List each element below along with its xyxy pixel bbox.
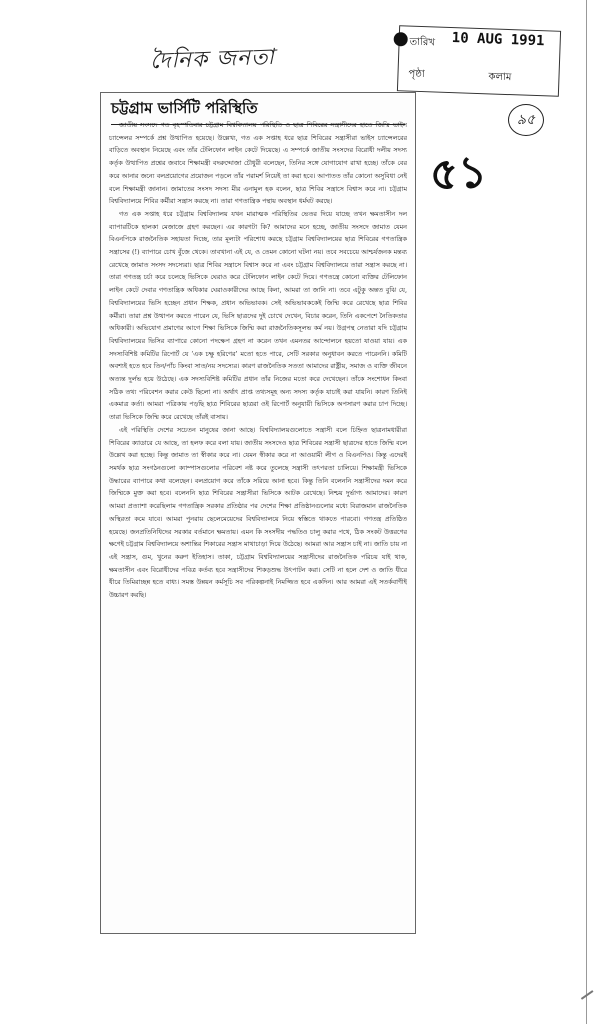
corner-mark: [581, 990, 593, 999]
handwritten-number: ৫১: [428, 146, 489, 201]
date-stamp: [397, 25, 561, 97]
article-paragraph: এই পরিস্থিতি দেশের সচেতন মানুষের জানা আছে। বিশ্ববিদ্যালয়গুলোতে সন্ত্রাসী বলে চিহ্নিত ছাত্রনামধারীরা শিবিরের ক্যাডারে যে আছে, তা হলফ করে বলা যায়। জাতীয় সংসদেও ছাত্র শিবিরের সন্ত্রাসী ছাত্রদের হাতে জিম্মি বলে উল্লেখ করা হচ্ছে। কিন্তু জামাত তা স্বীকার করে না। যেমন স্বীকার করে না আওয়ামী লীগ ও বিএনপিও। কিন্তু এদেরই সমর্থক ছাত্র সংগঠনগুলো ক্যাম্পাসগুলোর পরিবেশ নষ্ট করে তুলেছে সন্ত্রাসী তৎপরতা চালিয়ে। শিক্ষামন্ত্রী ভিসিকে উদ্ধারের ব্যাপারে কথা বলেছেন। বলপ্রয়োগ করে তাঁকে সরিয়ে আনা হবে। কিন্তু তিনি বলেননি সন্ত্রাসীদের দমন করে জিম্মিকে মুক্ত করা হবে। বলেননি ছাত্র শিবিরের সন্ত্রাসীরা ভিসিকে আটক রেখেছে। নিশ্চয় দুর্ভাগ্য আমাদের। কারণ আমরা প্রত্যাশা করেছিলাম গণতান্ত্রিক সরকার প্রতিষ্ঠার পর দেশের শিক্ষা প্রতিষ্ঠানগুলোর মধ্যে বিরাজমান রাজনৈতিক অস্থিরতা কমে যাবে। আমরা পুনরায় ছেলেমেয়েদের বিশ্ববিদ্যালয়ে নিয়ে স্বস্তিতে থাকতে পারবো। গণতন্ত্র প্রতিষ্ঠিত হয়েছে। জনপ্রতিনিধিদের সরকার বর্তমানে ক্ষমতায়। এমন কি সংসদীয় পদ্ধতিও চালু করার পথে, ঠিক সংকট উত্তরণের ক্ষণেই চট্টগ্রাম বিশ্ববিদ্যালয়ে অশান্তির শিকারের সন্ত্রাস মাথাচাড়া দিয়ে উঠেছে। আমরা আর সন্ত্রাস চাই না। জাতি চায় না এই সন্ত্রাস, গুম, খুনের করুণ ইতিহাস। তাকা, চট্টগ্রাম বিশ্ববিদ্যালয়ের সন্ত্রাসীদের রাজনৈতিক পরিচয় যাই থাক, ক্ষমতাসীন এবং বিরোধীদের পবিত্র কর্তব্য হবে সন্ত্রাসীদের শিকড়শুদ্ধ উৎপাটন করা। সেটি না হলে দেশ ও জাতি ধীরে ধীরে তিমিরাচ্ছন্ন হতে বাধ্য। সমস্ত উন্নয়ন কর্মসূচি সব পরিকল্পনাই নিমজ্জিত হবে একদিন। আর আমরা এই সতর্কবাণীই উচ্চারণ করছি।: [109, 425, 407, 600]
stamp-column-label: কলাম: [488, 71, 512, 84]
article-headline: চট্টগ্রাম ভার্সিটি পরিস্থিতি: [111, 97, 405, 125]
article-paragraph: গত এক সপ্তাহ ধরে চট্টগ্রাম বিশ্ববিদ্যালয় যখন মারাত্মক পরিস্থিতির ভেতর দিয়ে যাচ্ছে তখন ক্ষমতাসীন দল ব্যাপারটিকে হালকা মেজাজে গ্রহণ করছেন। এর কারণটা কি? আমাদের মনে হচ্ছে, জাতীয় সংসদে জামাত যেমন বিএনপিকে রাজনৈতিক সহায়তা দিচ্ছে, তার মূল্যটা পরিশোধ করছে চট্টগ্রাম বিশ্ববিদ্যালয়ের ছাত্র শিবিরের গণতান্ত্রিক সন্ত্রাসের (!) ব্যাপারে চোখ বুঁজে থেকে। তাবখানা এই যে, ও তেমন কোনো ঘটনা নয়। তবে সবচেয়ে আশ্চর্যজনক মন্তব্য রেখেছে জামাত সংসদ সদস্যেরা। ছাত্র শিবির সন্ত্রাসে বিশ্বাস করে না এবং চট্টগ্রাম বিশ্ববিদ্যালয়ে তারা সন্ত্রাস করছে না। তারা গণতন্ত্র চর্চা করে চলেছে ভিসিকে ঘেরাও করে টেলিফোন লাইন কেটে দিয়ে। গণতন্ত্রে কোনো ব্যক্তির টেলিফোন লাইন কেটে দেবার গণতান্ত্রিক অধিকার ঘেরাওকারীদের আছে কিনা, আমরা তা জানি না। তবে এটুকু অন্তত বুঝি যে, বিশ্ববিদ্যালয়ের ভিসি হচ্ছেন প্রধান শিক্ষক, প্রধান অভিভাবক। সেই অভিভাবককেই জিম্মি করে রেখেছে ছাত্র শিবির কর্মীরা। তারা প্রশ্ন উত্থাপন করতে পারেন যে, ভিসি ছাত্রদের দুই চোখে দেখেন, বিচার করেন, তিনি একপেশে নৈতিকতার অধিকারী। অভিযোগ প্রমাণের আগে শিক্ষা ভিসিকে জিম্মি করা রাজনৈতিকসূলভ কর্ম নয়। উগ্রপন্থ নেতারা যদি চট্টগ্রাম বিশ্ববিদ্যালয়ের ভিসির ব্যাপারে কোনো পদক্ষেপ গ্রহণ না করেন তখন এমনতর আন্দোলনে হয়তো যাওয়া যায়। এক সদস্যবিশিষ্ট কমিটির রিপোর্ট যে ‘এক চক্ষু হরিণের’ মতো হতে পারে, সেটি সরকার অনুধাবন করতে পারেননি। কমিটি অবশ্যই হতে হবে তিন/পাঁচ কিংবা সাত/নয় সদস্যের। কারণ রাজনৈতিক সততা আমাদের রাষ্ট্রীয়, সমাজ ও ব্যক্তি জীবনে অত্যন্ত দুর্লভ হয়ে উঠেছে। এক সদস্যবিশিষ্ট কমিটির প্রধান তাঁর নিজের মতো করে দেখেছেন। তাঁকে সংশোধন কিংবা সঠিক তথ্য পরিবেশন করার কেউ ছিলো না। অর্থাৎ প্রাপ্ত তথ্যসমূহ অন্য সদস্য কর্তৃক যাচাই করা যায়নি। কারণ তিনিই একমাত্র কর্তা। আমরা পত্রিকায় পড়ছি ছাত্র শিবিরের ছাত্ররা ওই রিপোর্ট অনুযায়ী ভিসিকে অপসারণ করার চাপ দিচ্ছে। তারা ভিসিকে জিম্মি করে রেখেছে তাঁরই বাসায়।: [109, 209, 407, 422]
stamp-page-label: পৃষ্ঠা: [408, 68, 425, 81]
article-body: [109, 119, 407, 927]
punch-hole: [393, 32, 407, 46]
newspaper-masthead: দৈনিক জনতা: [149, 44, 276, 75]
stamp-date: 10 AUG 1991: [451, 30, 545, 50]
article-paragraph: জাতীয় সংসদে গত বৃহস্পতিবার চট্টগ্রাম বিশ্ববিদ্যালয় পরিস্থিতি ও ছাত্র শিবিরের সন্ত্রাসীদের হাতে জিম্মি ভাইস চ্যান্সেলর সম্পর্কে প্রশ্ন উত্থাপিত হয়েছে। উল্লেখ্য, গত এক সপ্তাহ ধরে ছাত্র শিবিরের সন্ত্রাসীরা ভাইস চ্যান্সেলরের বাড়িতে অবস্থান নিয়েছে এবং তাঁর টেলিফোন লাইন কেটে দিয়েছে। এ সম্পর্কে জাতীয় সংসদের বিরোধী দলীয় সদস্য কর্তৃক উত্থাপিত প্রশ্নের জবাবে শিক্ষামন্ত্রী বদরুদ্দোজা চৌধুরী বলেছেন, তিনির সঙ্গে যোগাযোগ রাখা হচ্ছে। তাঁকে বের করে আনার জন্যে বলপ্রয়োগের প্রয়োজন পড়লে তাঁর পরামর্শ নিয়েই তা করা হবে। আপাতত তাঁর কোনো অসুবিধা নেই বলে শিক্ষামন্ত্রী জানান। জামাতের সংসদ সদস্য মীর এনামুল হক বলেন, ছাত্র শিবির সন্ত্রাসে বিশ্বাস করে না। চট্টগ্রাম বিশ্ববিদ্যালয়ে শিবির কর্মীরা সন্ত্রাস করছে না। তারা গণতান্ত্রিক পন্থায় অবস্থান ধর্মঘট করছে।: [109, 121, 407, 206]
page-edge-line: [586, 0, 587, 1024]
article-clipping: [100, 92, 416, 934]
stamp-date-label: তারিখ: [409, 36, 436, 49]
circled-annotation: ৯৫: [508, 104, 544, 136]
